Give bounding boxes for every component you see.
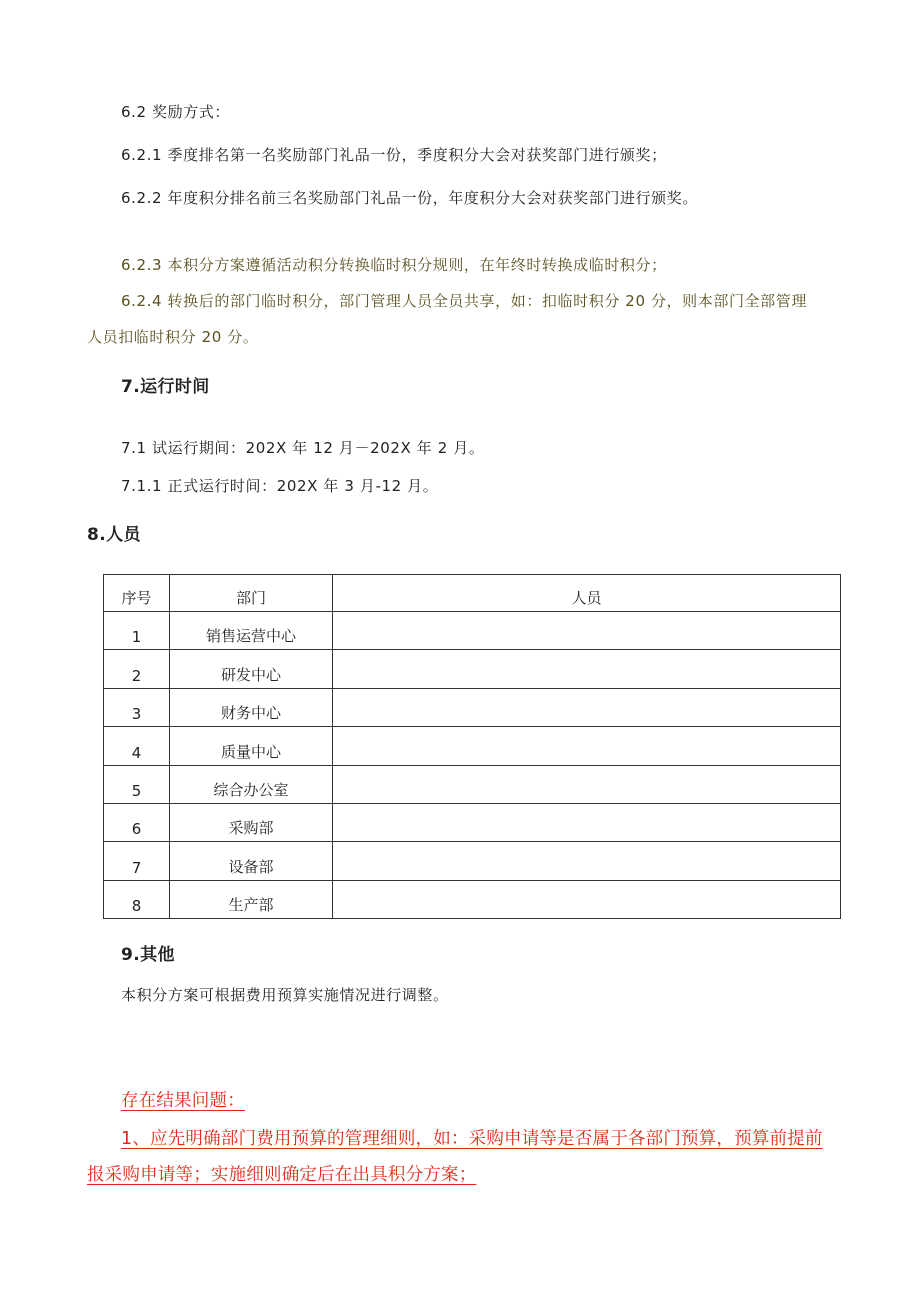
para-7-1-1: 7.1.1 正式运行时间：202X 年 3 月-12 月。 <box>121 477 439 495</box>
section-9-heading: 9.其他 <box>121 945 175 965</box>
row-department: 采购部 <box>170 803 333 841</box>
table-row <box>104 727 841 765</box>
para-6-2-3: 6.2.3 本积分方案遵循活动积分转换临时积分规则，在年终时转换成临时积分； <box>121 256 667 274</box>
table-row <box>104 842 841 880</box>
issues-title: 存在结果问题： <box>121 1091 245 1111</box>
row-index: 8 <box>104 880 170 918</box>
table-row <box>104 650 841 688</box>
header-index: 序号 <box>104 575 170 612</box>
row-index: 5 <box>104 765 170 803</box>
row-personnel <box>333 727 841 765</box>
para-6-2-4-line1: 6.2.4 转换后的部门临时积分，部门管理人员全员共享，如：扣临时积分 20 分，则本部门全部管理 <box>121 292 807 310</box>
row-department: 生产部 <box>170 880 333 918</box>
para-6-2: 6.2 奖励方式： <box>121 103 231 121</box>
row-personnel <box>333 803 841 841</box>
table-row <box>104 880 841 918</box>
para-6-2-4-line2: 人员扣临时积分 20 分。 <box>87 328 259 346</box>
row-personnel <box>333 765 841 803</box>
table-row <box>104 803 841 841</box>
section-8-heading: 8.人员 <box>87 525 141 545</box>
row-index: 1 <box>104 612 170 650</box>
issue-1-line1: 1、应先明确部门费用预算的管理细则，如：采购申请等是否属于各部门预算，预算前提前 <box>121 1129 823 1149</box>
row-index: 6 <box>104 803 170 841</box>
header-department: 部门 <box>170 575 333 612</box>
row-department: 研发中心 <box>170 650 333 688</box>
header-personnel: 人员 <box>333 575 841 612</box>
row-personnel <box>333 650 841 688</box>
row-index: 2 <box>104 650 170 688</box>
para-9: 本积分方案可根据费用预算实施情况进行调整。 <box>121 986 449 1004</box>
para-6-2-2: 6.2.2 年度积分排名前三名奖励部门礼品一份，年度积分大会对获奖部门进行颁奖。 <box>121 189 698 207</box>
row-personnel <box>333 842 841 880</box>
para-6-2-1: 6.2.1 季度排名第一名奖励部门礼品一份，季度积分大会对获奖部门进行颁奖； <box>121 146 667 164</box>
row-index: 3 <box>104 688 170 726</box>
row-personnel <box>333 688 841 726</box>
row-department: 质量中心 <box>170 727 333 765</box>
issue-1-line2: 报采购申请等；实施细则确定后在出具积分方案； <box>87 1165 477 1185</box>
table-header-row <box>104 575 841 612</box>
table-row <box>104 612 841 650</box>
row-department: 综合办公室 <box>170 765 333 803</box>
row-personnel <box>333 880 841 918</box>
row-department: 设备部 <box>170 842 333 880</box>
row-index: 4 <box>104 727 170 765</box>
row-index: 7 <box>104 842 170 880</box>
para-7-1: 7.1 试运行期间：202X 年 12 月－202X 年 2 月。 <box>121 439 485 457</box>
row-department: 销售运营中心 <box>170 612 333 650</box>
section-7-heading: 7.运行时间 <box>121 377 210 397</box>
table-row <box>104 688 841 726</box>
table-row <box>104 765 841 803</box>
row-department: 财务中心 <box>170 688 333 726</box>
personnel-table <box>103 574 841 919</box>
row-personnel <box>333 612 841 650</box>
